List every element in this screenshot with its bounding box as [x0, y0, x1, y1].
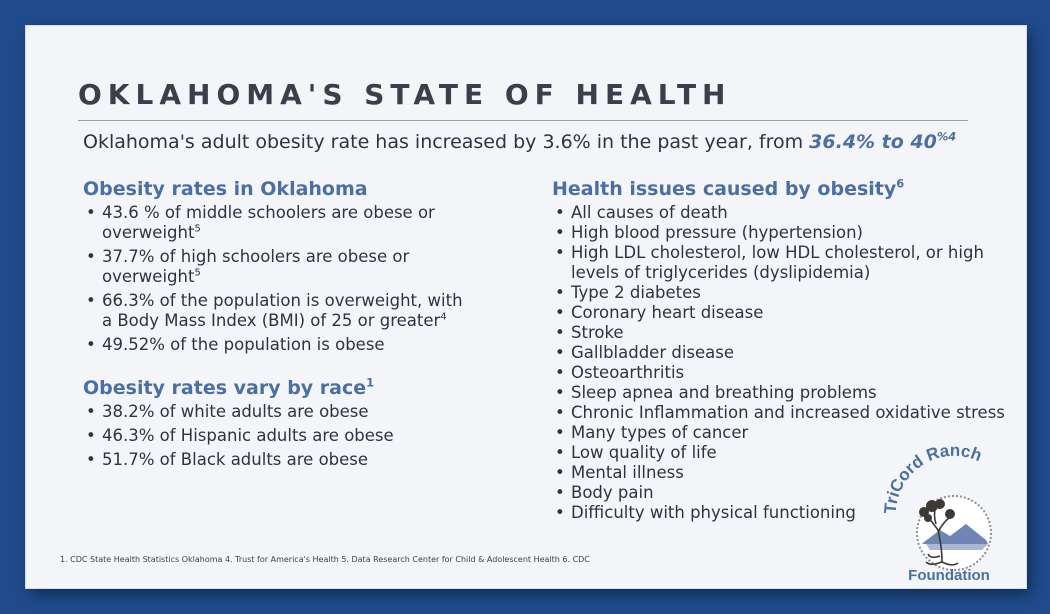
tricord-ranch-logo [876, 444, 1026, 584]
list-item: • 37.7% of high schoolers are obese or overweight$^5$ [83, 247, 463, 287]
list-item: • High blood pressure (hypertension) [552, 223, 1012, 243]
list-item: • Type 2 diabetes [552, 283, 1012, 303]
logo-top-text: TriCord Ranch [880, 444, 985, 515]
list-item: • 51.7% of Black adults are obese [83, 450, 463, 470]
list-item: • 46.3% of Hispanic adults are obese [83, 426, 463, 446]
list-item: • Many types of cancer [552, 423, 1012, 443]
subtitle [83, 131, 956, 153]
subtitle-citation: %4 [936, 129, 957, 144]
list-item: • Stroke [552, 323, 1012, 343]
list-item: • Low quality of life [552, 443, 1012, 463]
list-item: • Chronic Inflammation and increased oxidative stress [552, 403, 1012, 423]
list-item: • Coronary heart disease [552, 303, 1012, 323]
subtitle-emphasis: 36.4% to $40^{\%4}$ [809, 129, 957, 153]
list-item: • 43.6 % of middle schoolers are obese or overweight$^5$ [83, 203, 463, 243]
list-item: • Gallbladder disease [552, 343, 1012, 363]
list-item: • All causes of death [552, 203, 1012, 223]
logo-bottom-text: Foundation [908, 567, 990, 584]
list-item: • High LDL cholesterol, low HDL cholesterol, or high levels of triglycerides (dyslipidemia) [552, 243, 1012, 283]
page-title: OKLAHOMA'S STATE OF HEALTH [78, 78, 732, 111]
list-item: • Sleep apnea and breathing problems [552, 383, 1012, 403]
subtitle-text: Oklahoma's adult obesity rate has increased by 3.6% in the past year, from [83, 131, 810, 153]
list-item: • Body pain [552, 483, 1012, 503]
list-item: • Difficulty with physical functioning [552, 503, 1012, 523]
left-column [83, 178, 463, 474]
race-rates-heading: Obesity rates vary by race$^1$ [83, 375, 375, 399]
obesity-rates-heading: Obesity rates in Oklahoma [83, 178, 368, 200]
list-item: • 66.3% of the population is overweight, with a Body Mass Index (BMI) of 25 or greater$^4$ [83, 291, 463, 331]
list-item: • 38.2% of white adults are obese [83, 402, 463, 422]
obesity-rates-list [83, 203, 463, 355]
race-rates-list [83, 402, 463, 470]
health-issues-heading: Health issues caused by obesity$^6$ [552, 176, 905, 200]
list-item: • Osteoarthritis [552, 363, 1012, 383]
title-divider [78, 120, 968, 121]
slide [26, 26, 1026, 588]
list-item: • 49.52% of the population is obese [83, 335, 463, 355]
water-icon [926, 544, 988, 550]
footnote-sources: 1. CDC State Health Statistics Oklahoma 4. Trust for America's Health 5. Data Research Center for Child & Adolescent Health 6. CDC [60, 555, 590, 564]
list-item: • Mental illness [552, 463, 1012, 483]
